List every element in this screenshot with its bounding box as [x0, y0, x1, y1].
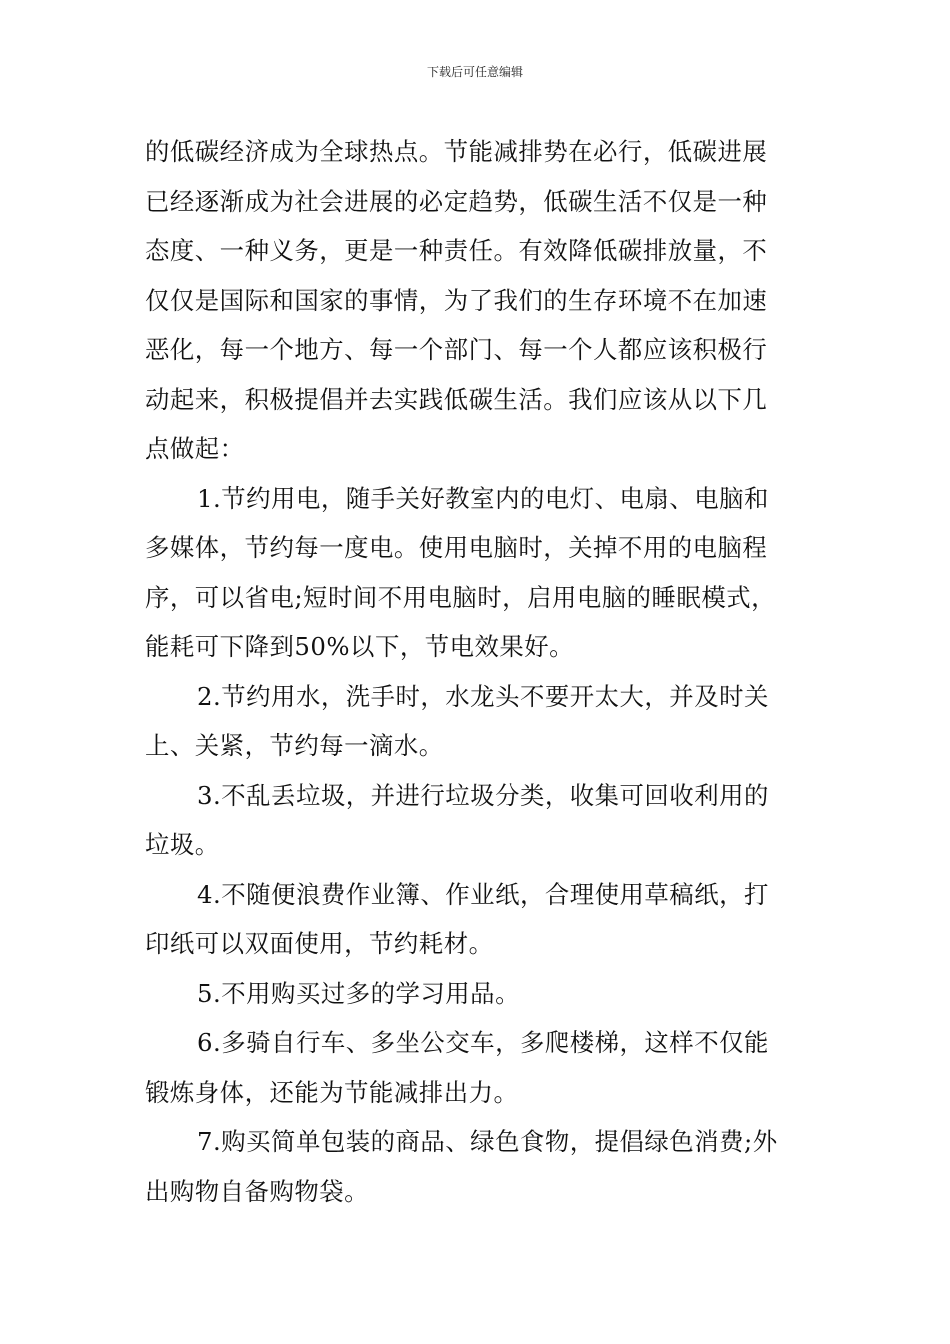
list-item-6: [145, 1018, 807, 1117]
text-line: 动起来，积极提倡并去实践低碳生活。我们应该从以下几: [145, 384, 768, 414]
text-line: 垃圾。: [145, 830, 220, 859]
list-item-7: [145, 1117, 807, 1216]
text-line: 已经逐渐成为社会进展的必定趋势，低碳生活不仅是一种: [145, 186, 768, 216]
text-line: 锻炼身体，还能为节能减排出力。: [145, 1077, 519, 1107]
text-line: 仅仅是国际和国家的事情，为了我们的生存环境不在加速: [145, 285, 768, 315]
list-item-2: [145, 672, 807, 771]
text-line: 态度、一种义务，更是一种责任。有效降低碳排放量，不: [145, 236, 768, 265]
text-line: 5.不用购买过多的学习用品。: [197, 978, 520, 1008]
text-line: 1.节约用电，随手关好教室内的电灯、电扇、电脑和: [197, 483, 769, 513]
text-line: 3.不乱丢垃圾，并进行垃圾分类，收集可回收利用的: [197, 780, 769, 810]
text-line: 7.购买简单包装的商品、绿色食物，提倡绿色消费;外: [197, 1127, 778, 1156]
text-line: 上、关紧，节约每一滴水。: [145, 731, 444, 760]
list-item-3: [145, 771, 807, 870]
page-header: 下载后可任意编辑: [426, 65, 523, 79]
text-line: 序，可以省电;短时间不用电脑时，启用电脑的睡眠模式，: [145, 582, 776, 612]
text-line: 出购物自备购物袋。: [145, 1176, 370, 1206]
text-line: 恶化，每一个地方、每一个部门、每一个人都应该积极行: [145, 335, 768, 364]
intro-paragraph: [145, 127, 807, 474]
text-line: 多媒体，节约每一度电。使用电脑时，关掉不用的电脑程: [145, 533, 768, 562]
text-line: 的低碳经济成为全球热点。节能减排势在必行，低碳进展: [145, 137, 768, 166]
text-line: 4.不随便浪费作业簿、作业纸，合理使用草稿纸，打: [197, 879, 769, 909]
text-line: 点做起：: [145, 434, 245, 463]
text-line: 能耗可下降到50%以下，节电效果好。: [145, 632, 575, 661]
list-item-5: [145, 969, 807, 1019]
list-item-1: [145, 474, 807, 672]
text-line: 6.多骑自行车、多坐公交车，多爬楼梯，这样不仅能: [197, 1028, 769, 1057]
document-body: [145, 127, 807, 1216]
text-line: 2.节约用水，洗手时，水龙头不要开太大，并及时关: [197, 681, 769, 711]
text-line: 印纸可以双面使用，节约耗材。: [145, 929, 494, 958]
list-item-4: [145, 870, 807, 969]
